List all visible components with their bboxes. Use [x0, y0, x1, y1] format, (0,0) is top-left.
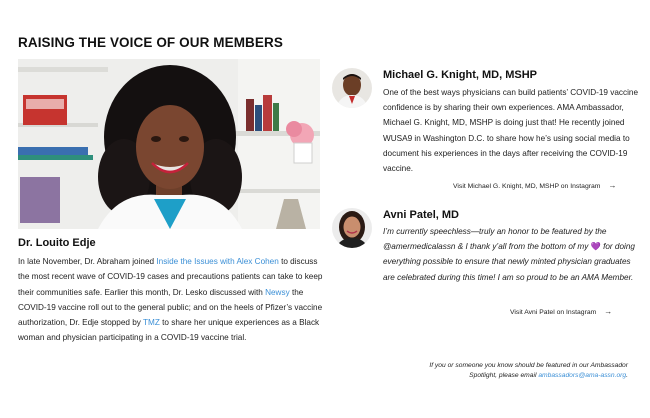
- arrow-right-icon: →: [604, 307, 613, 316]
- section-title: RAISING THE VOICE OF OUR MEMBERS: [18, 35, 283, 50]
- quote-text: for doing everything possible to ensure that newly minted physician graduates are celebrated during this time! I am so proud to be an AMA Member.: [383, 242, 635, 282]
- michael-knight-avatar: [332, 68, 372, 108]
- avni-patel-text: [383, 224, 638, 285]
- newsy-link[interactable]: Newsy: [265, 287, 290, 297]
- quote-text: I’m currently speechless—truly an honor to be featured by the @amermedicalassn & I thank y’all from the bottom of my: [383, 227, 607, 252]
- instagram-link-label: Visit Avni Patel on Instagram: [510, 309, 597, 316]
- ambassador-email-link[interactable]: ambassadors@ama-assn.org: [538, 372, 627, 379]
- avni-patel-name: Avni Patel, MD: [383, 209, 459, 221]
- michael-knight-name: Michael G. Knight, MD, MSHP: [383, 69, 538, 81]
- ambassador-footer-note: [408, 361, 628, 381]
- featured-paragraph: [18, 254, 324, 346]
- avni-patel-avatar: [332, 208, 372, 248]
- michael-knight-text: One of the best ways physicians can build patients’ COVID-19 vaccine confidence is by sharing their own experiences. AMA Ambassador, Michael G. Knight, MD, MSHP is doing just that! He recently joined WUSA9 in Washington D.C. to share how he’s using social media to document his experiences in the days after receiving the COVID-19 vaccine.: [383, 88, 639, 174]
- footer-period: .: [626, 372, 628, 379]
- featured-photo: [18, 59, 320, 229]
- paragraph-text: to discuss the most recent wave of COVID-19 cases and precautions patients can take to keep their communities safe. Earlier this month, Dr. Lesko discussed with: [18, 257, 323, 297]
- paragraph-text: In late November, Dr. Abraham joined: [18, 257, 157, 266]
- arrow-right-icon: →: [608, 181, 617, 190]
- footer-note-text: If you or someone you know should be featured in our Ambassador Spotlight, please email: [429, 362, 628, 379]
- tmz-link[interactable]: TMZ: [143, 318, 160, 328]
- inside-the-issues-link[interactable]: Inside the Issues with Alex Cohen: [156, 257, 279, 266]
- michael-knight-instagram-link[interactable]: [453, 181, 616, 190]
- paragraph-text: the COVID-19 vaccine roll out to the general public; and on the heels of Pfizer’s vaccine authorization, Dr. Edje stopped by: [18, 287, 323, 328]
- instagram-link-label: Visit Michael G. Knight, MD, MSHP on Instagram: [453, 183, 601, 190]
- featured-photo-image: [18, 59, 320, 229]
- avni-patel-instagram-link[interactable]: [510, 307, 612, 316]
- paragraph-text: to share her unique experiences as a Black woman and physician participating in a COVID-19 vaccine trial.: [18, 318, 320, 343]
- featured-member-name: Dr. Louito Edje: [18, 237, 96, 249]
- purple-heart-icon: 💜: [590, 242, 601, 252]
